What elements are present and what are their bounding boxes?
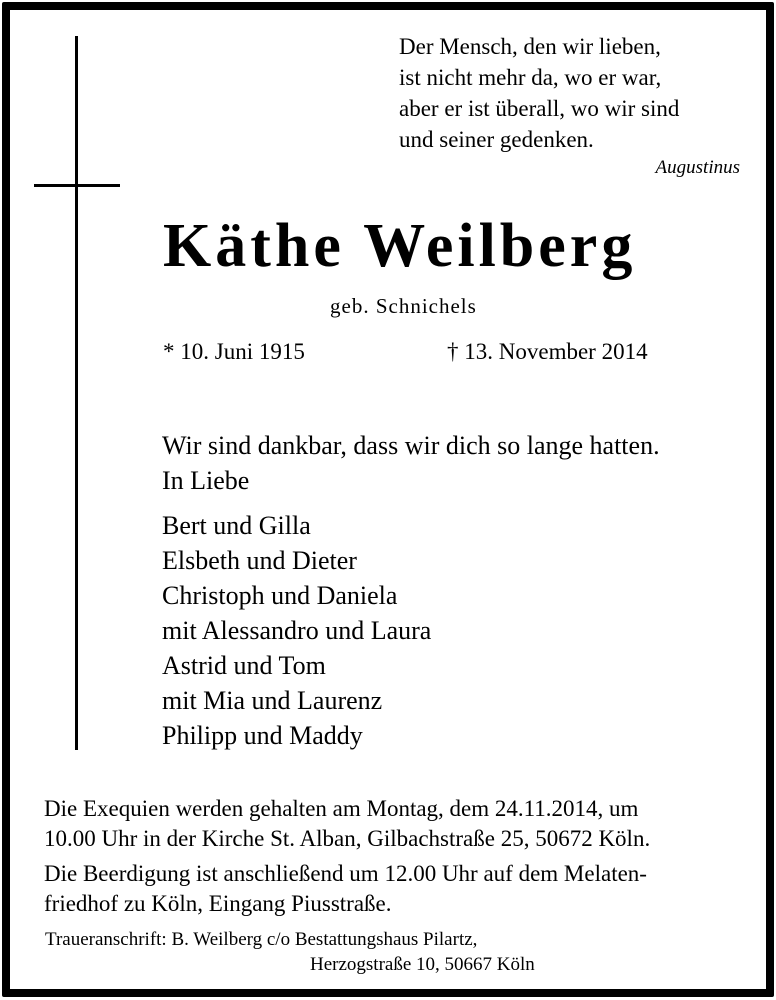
address-line: Herzogstraße 10, 50667 Köln bbox=[310, 954, 535, 975]
mourner-entry: Philipp und Maddy bbox=[162, 721, 363, 750]
birth-date: * 10. Juni 1915 bbox=[163, 339, 305, 364]
gratitude-message bbox=[162, 428, 660, 498]
mourners-list bbox=[162, 508, 431, 753]
deceased-name: Käthe Weilberg bbox=[163, 212, 637, 280]
mourning-address bbox=[45, 927, 535, 977]
gratitude-line: Wir sind dankbar, dass wir dich so lange hatten. bbox=[162, 431, 660, 460]
burial-line: Die Beerdigung ist anschließend um 12.00 Uhr auf dem Melaten- bbox=[44, 861, 647, 886]
quote-block bbox=[399, 31, 679, 155]
quote-line: ist nicht mehr da, wo er war, bbox=[399, 65, 662, 90]
mourner-entry: Bert und Gilla bbox=[162, 511, 311, 540]
cross-horizontal-bar bbox=[34, 184, 120, 187]
service-notice bbox=[44, 794, 650, 919]
mourner-entry: mit Mia und Laurenz bbox=[162, 686, 383, 715]
mourner-entry: Astrid und Tom bbox=[162, 651, 326, 680]
maiden-name: geb. Schnichels bbox=[330, 294, 477, 318]
exequien-line: 10.00 Uhr in der Kirche St. Alban, Gilbachstraße 25, 50672 Köln. bbox=[44, 826, 651, 851]
mourner-entry: Elsbeth und Dieter bbox=[162, 546, 357, 575]
quote-line: Der Mensch, den wir lieben, bbox=[399, 34, 661, 59]
cross-vertical-bar bbox=[75, 36, 78, 750]
death-date: † 13. November 2014 bbox=[447, 339, 648, 364]
address-line: Traueranschrift: B. Weilberg c/o Bestattungshaus Pilartz, bbox=[45, 929, 478, 950]
quote-line: aber er ist überall, wo wir sind bbox=[399, 96, 680, 121]
in-love-line: In Liebe bbox=[162, 466, 250, 495]
exequien-line: Die Exequien werden gehalten am Montag, dem 24.11.2014, um bbox=[44, 796, 639, 821]
quote-author: Augustinus bbox=[655, 157, 740, 178]
quote-line: und seiner gedenken. bbox=[399, 127, 594, 152]
mourner-entry: Christoph und Daniela bbox=[162, 581, 398, 610]
burial-line: friedhof zu Köln, Eingang Piusstraße. bbox=[44, 891, 392, 916]
mourner-entry: mit Alessandro und Laura bbox=[162, 616, 432, 645]
